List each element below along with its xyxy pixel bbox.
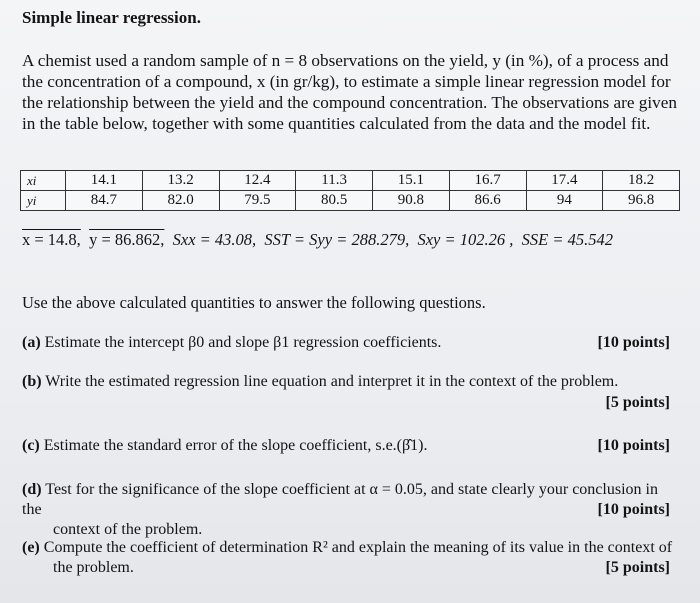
table-row-x <box>21 171 680 191</box>
instructions: Use the above calculated quantities to answer the following questions. <box>22 293 486 312</box>
table-cell: 79.5 <box>219 191 296 211</box>
question-points: [10 points] <box>597 334 670 351</box>
table-cell: 18.2 <box>603 171 680 191</box>
question-points: [5 points] <box>605 559 670 576</box>
question-text: Compute the coefficient of determination R² and explain the meaning of its value in the context of <box>43 539 673 556</box>
question-e <box>22 538 680 578</box>
question-label: (a) <box>22 334 41 351</box>
question-points: [10 points] <box>597 501 670 518</box>
summary-statistics <box>22 230 613 250</box>
table-cell: 96.8 <box>603 191 680 211</box>
question-b <box>22 372 680 411</box>
question-d <box>22 480 680 540</box>
table-cell: 16.7 <box>449 171 526 191</box>
table-cell: 13.2 <box>142 171 219 191</box>
stat-sse: SSE = 45.542 <box>521 230 613 249</box>
table-cell: 84.7 <box>66 191 143 211</box>
table-cell: 94 <box>526 191 603 211</box>
question-text-continued: context of the problem. <box>53 521 203 538</box>
stat-sxx: Sxx = 43.08, <box>172 230 257 249</box>
observations-table <box>20 170 680 211</box>
question-c <box>22 436 680 456</box>
table-header-x: xi <box>21 171 66 191</box>
table-cell: 82.0 <box>142 191 219 211</box>
question-text: Estimate the standard error of the slope coefficient, s.e.(β̂1). <box>43 437 428 454</box>
table-cell: 15.1 <box>373 171 450 191</box>
document-title: Simple linear regression. <box>22 8 201 27</box>
question-text: Write the estimated regression line equation and interpret it in the context of the problem. <box>45 373 619 390</box>
table-cell: 80.5 <box>296 191 373 211</box>
stat-xbar: x = 14.8, <box>22 230 81 249</box>
table-cell: 11.3 <box>296 171 373 191</box>
question-a <box>22 333 680 353</box>
table-cell: 90.8 <box>373 191 450 211</box>
question-points: [10 points] <box>597 437 670 454</box>
stat-ybar: y = 86.862, <box>89 230 165 249</box>
question-text: Estimate the intercept β0 and slope β1 regression coefficients. <box>44 334 442 351</box>
question-label: (d) <box>22 481 42 498</box>
question-text-continued: the problem. <box>53 559 134 576</box>
question-text: Test for the significance of the slope coefficient at α = 0.05, and state clearly your conclusion in the <box>22 481 658 518</box>
intro-paragraph: A chemist used a random sample of n = 8 observations on the yield, y (in %), of a process and the concentration of a compound, x (in gr/kg), to estimate a simple linear regression model for the relationship between the yield and the compound concentration. The observations are given in the table below, together with some quantities calculated from the data and the model fit. <box>22 51 677 133</box>
question-label: (b) <box>22 373 42 390</box>
table-cell: 14.1 <box>66 171 143 191</box>
table-row-y <box>21 191 680 211</box>
stat-sst: SST = Syy = 288.279, <box>264 230 410 249</box>
table-cell: 17.4 <box>526 171 603 191</box>
stat-sxy: Sxy = 102.26 , <box>417 230 514 249</box>
question-points: [5 points] <box>605 394 670 411</box>
question-label: (e) <box>22 539 40 556</box>
table-cell: 86.6 <box>449 191 526 211</box>
table-cell: 12.4 <box>219 171 296 191</box>
question-label: (c) <box>22 437 40 454</box>
table-header-y: yi <box>21 191 66 211</box>
